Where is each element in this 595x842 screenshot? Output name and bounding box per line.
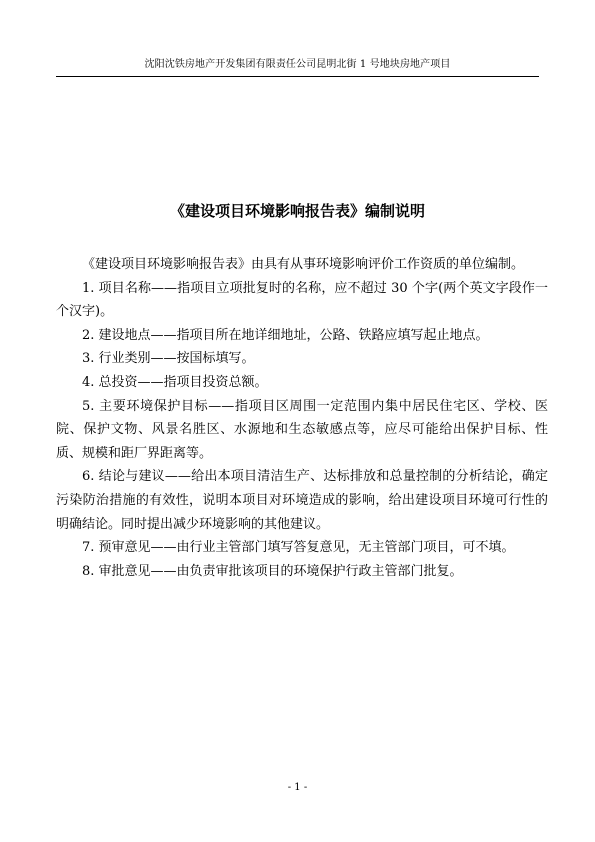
header-divider	[56, 76, 539, 77]
list-item-2: 2. 建设地点——指项目所在地详细地址，公路、铁路应填写起止地点。	[82, 327, 489, 343]
list-item-3: 3. 行业类别——按国标填写。	[82, 351, 255, 367]
document-body	[56, 253, 548, 583]
intro-paragraph: 《建设项目环境影响报告表》由具有从事环境影响评价工作资质的单位编制。	[82, 257, 525, 272]
list-item-5: 5. 主要环境保护目标——指项目区周围一定范围内集中居民住宅区、学校、医院、保护文物、风景名胜区、水源地和生态敏感点等，应尽可能给出保护目标、性质、规模和距厂界距离等。	[56, 398, 548, 461]
list-item-6: 6. 结论与建议——给出本项目清洁生产、达标排放和总量控制的分析结论，确定污染防治措施的有效性，说明本项目对环境造成的影响，给出建设项目环境可行性的明确结论。同时提出减少环境影响的其他建议。	[56, 469, 548, 532]
list-item-7: 7. 预审意见——由行业主管部门填写答复意见，无主管部门项目，可不填。	[82, 540, 515, 556]
running-header: 沈阳沈铁房地产开发集团有限责任公司昆明北街 1 号地块房地产项目	[144, 59, 451, 70]
document-title: 《建设项目环境影响报告表》编制说明	[169, 202, 425, 220]
page-number: - 1 -	[287, 782, 308, 793]
list-item-8: 8. 审批意见——由负责审批该项目的环境保护行政主管部门批复。	[82, 563, 463, 579]
list-item-4: 4. 总投资——指项目投资总额。	[82, 374, 268, 390]
list-item-1: 1. 项目名称——指项目立项批复时的名称，应不超过 30 个字(两个英文字段作一个汉字)。	[56, 280, 548, 320]
